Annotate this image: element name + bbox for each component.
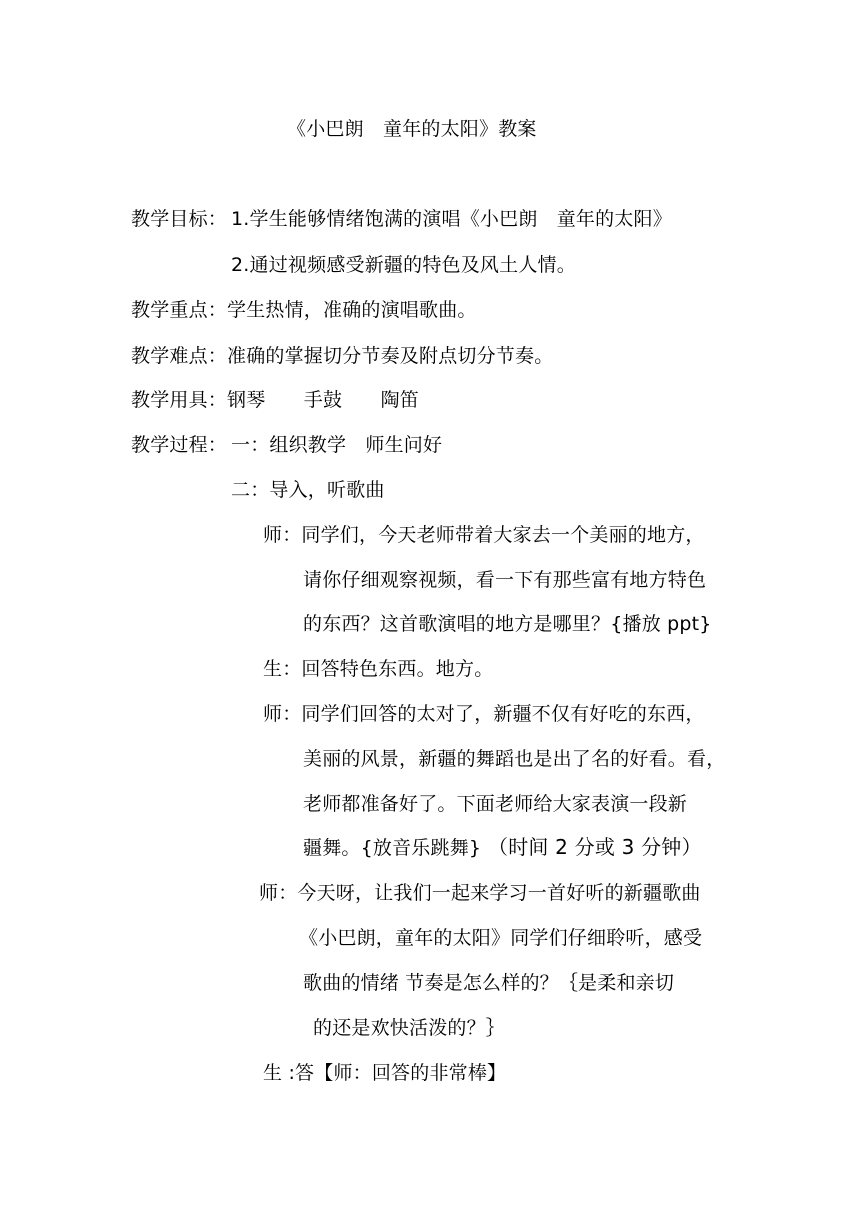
student-line: 生：回答特色东西。地方。 [263,658,494,680]
difficulty: 教学难点：准确的掌握切分节奏及附点切分节奏。 [131,345,554,367]
teacher-line: 师：同学们，今天老师带着大家去一个美丽的地方， [263,524,705,546]
teacher-line: 师：同学们回答的太对了，新疆不仅有好吃的东西， [263,703,705,725]
teacher-line: 的东西？这首歌演唱的地方是哪里？{播放 ppt} [303,613,712,635]
teacher-line: 《小巴朗，童年的太阳》同学们仔细聆听，感受 [299,927,703,949]
tools: 教学用具：钢琴 手鼓 陶笛 [131,389,420,411]
student-line: 生 :答【师：回答的非常棒】 [263,1062,507,1084]
teacher-line: 歌曲的情绪 节奏是怎么样的？｛是柔和亲切 [303,972,675,994]
step-2: 二：导入，听歌曲 [231,479,385,501]
key-point: 教学重点：学生热情，准确的演唱歌曲。 [131,299,477,321]
teacher-line: 疆舞。{放音乐跳舞} [303,837,482,859]
goals-label: 教学目标： [131,208,228,230]
goal-2: 2.通过视频感受新疆的特色及风土人情。 [231,254,576,276]
goal-1: 1.学生能够情绪饱满的演唱《小巴朗 童年的太阳》 [231,208,672,230]
time-note: （时间 2 分或 3 分钟） [488,835,702,859]
teacher-line: 老师都准备好了。下面老师给大家表演一段新 [303,793,688,815]
teacher-line: 请你仔细观察视频，看一下有那些富有地方特色 [303,569,707,591]
teacher-line: 的还是欢快活泼的？｝ [313,1017,506,1039]
step-1: 一：组织教学 师生问好 [231,434,443,456]
teacher-line: 美丽的风景，新疆的舞蹈也是出了名的好看。看， [303,748,726,770]
teacher-line: 师：今天呀，让我们一起来学习一首好听的新疆歌曲 [259,882,701,904]
process-label: 教学过程： [131,434,228,456]
document-title: 《小巴朗 童年的太阳》教案 [287,118,537,140]
